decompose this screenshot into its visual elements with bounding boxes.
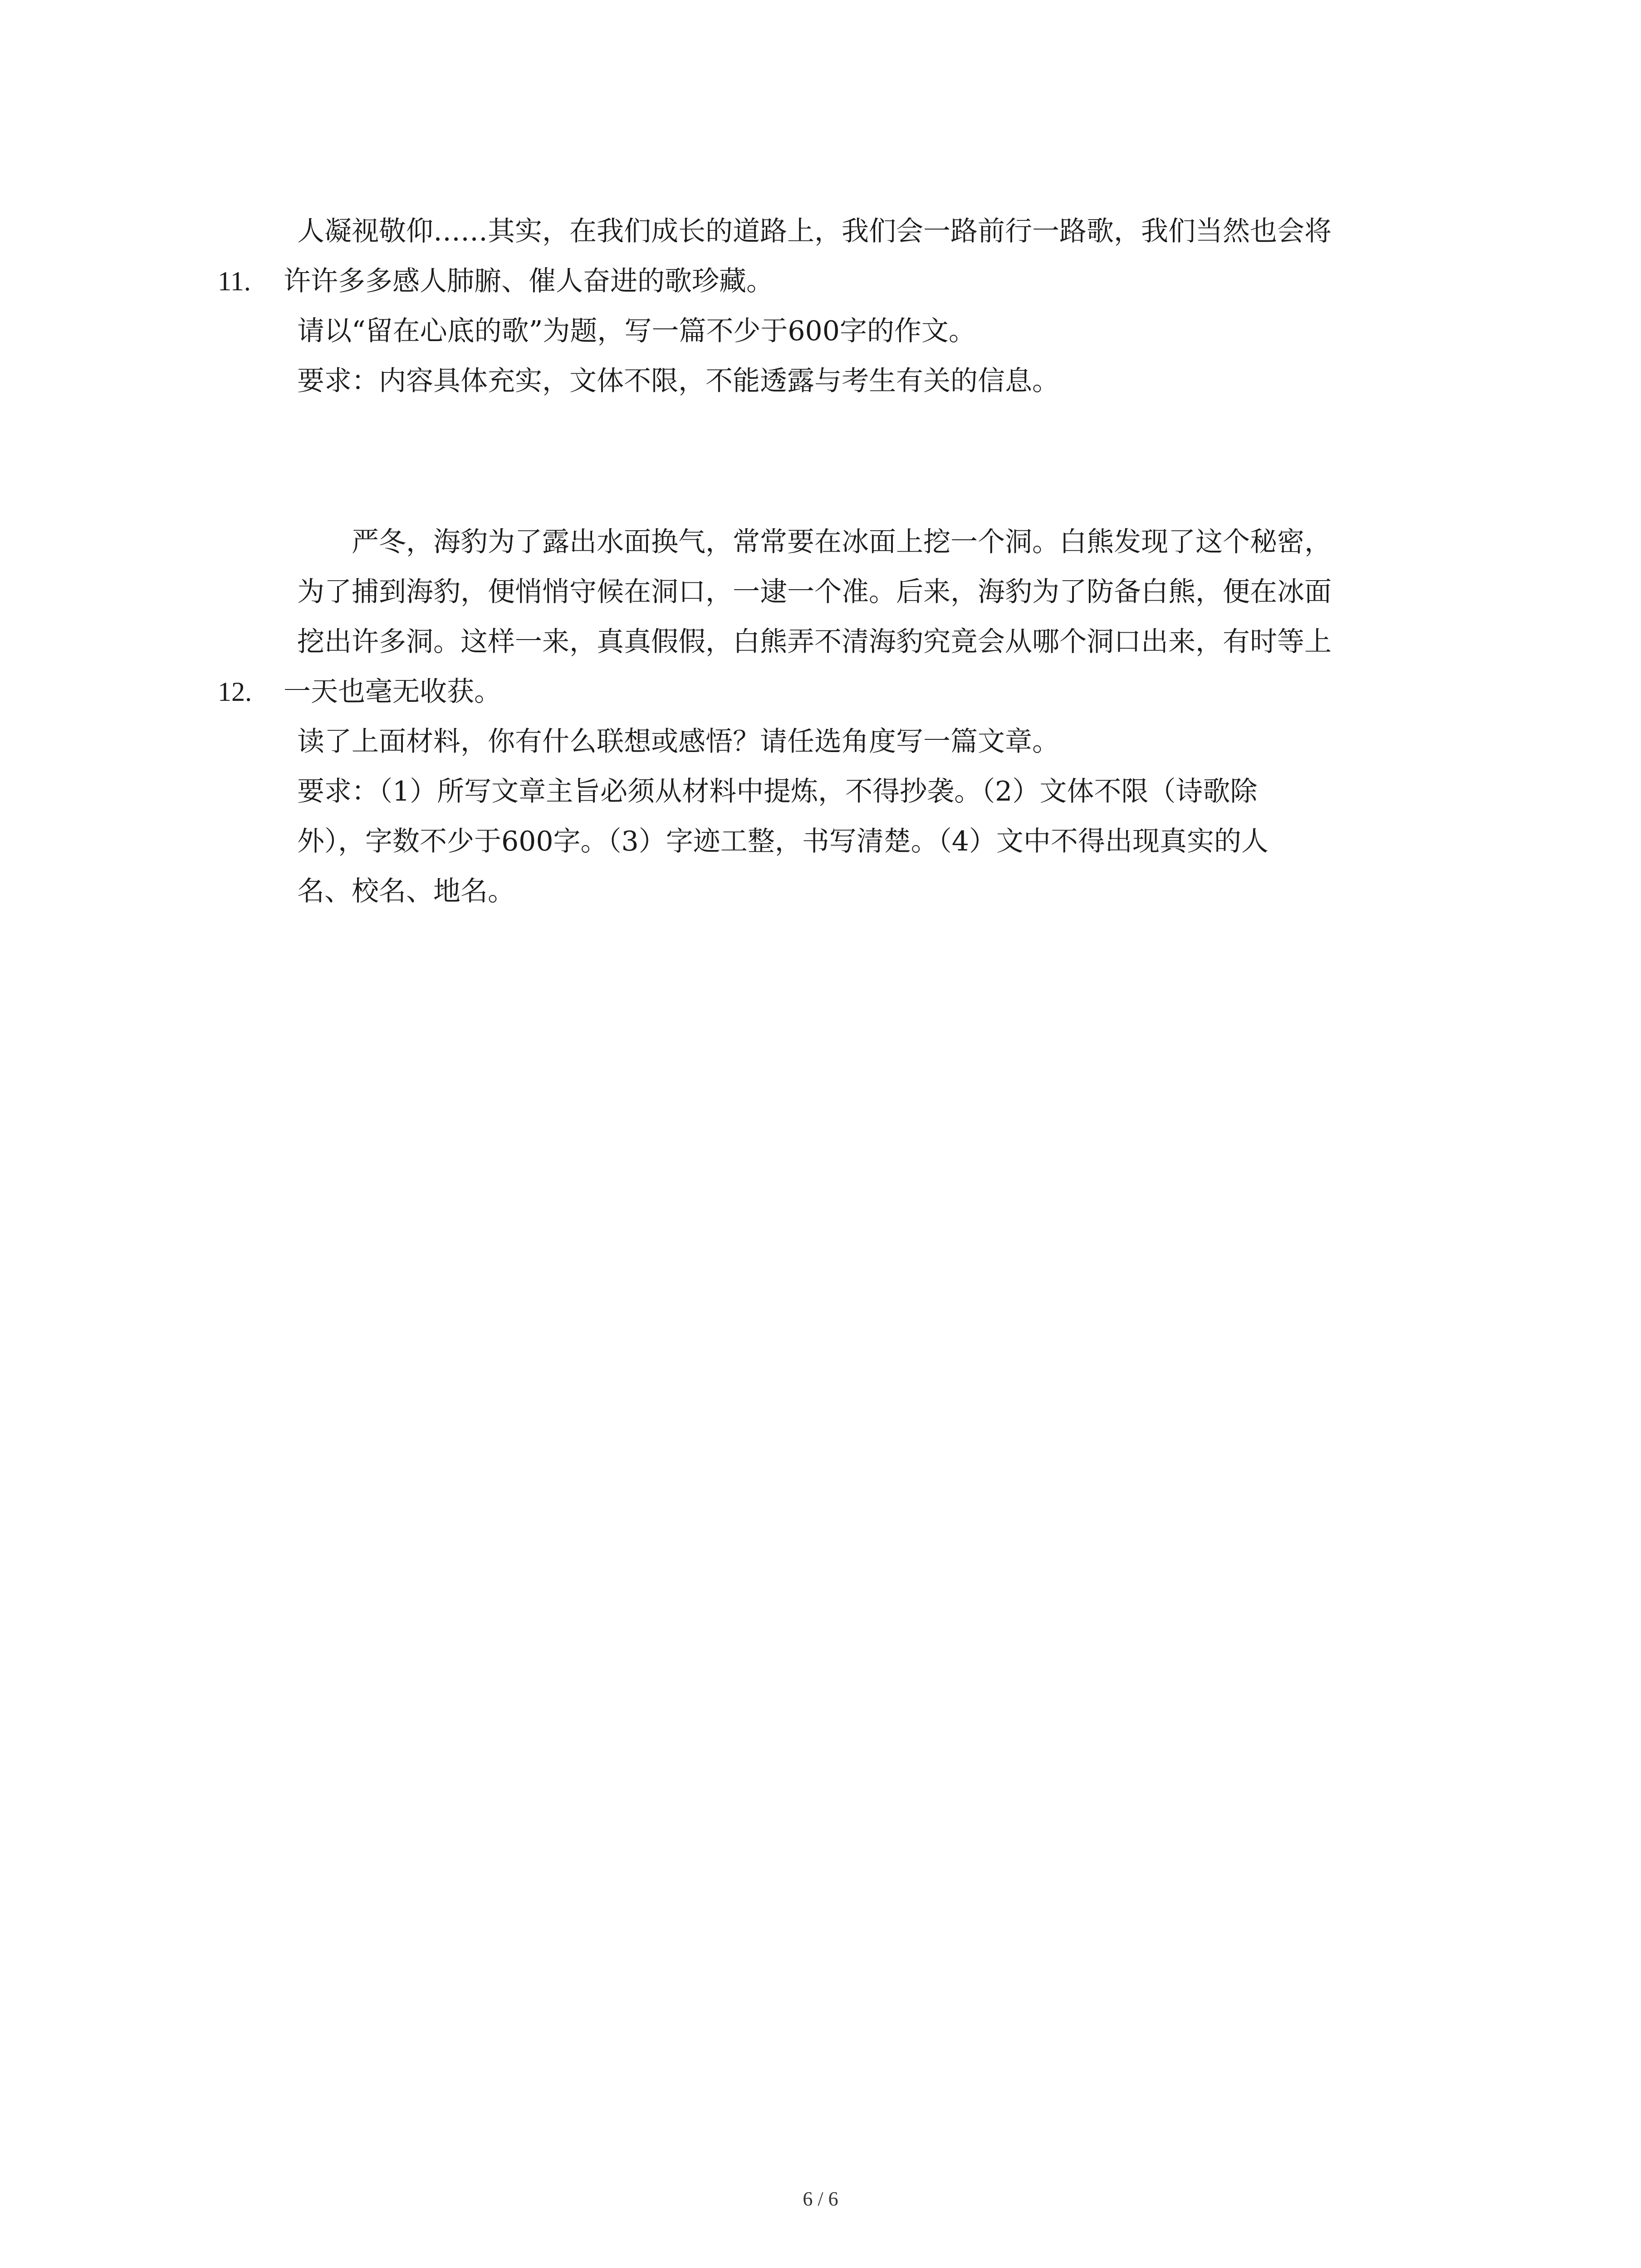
question-text-line: 人凝视敬仰……其实，在我们成长的道路上，我们会一路前行一路歌，我们当然也会将 [297, 215, 1332, 247]
question-requirements: 要求：（1）所写文章主旨必须从材料中提炼，不得抄袭。（2）文体不限（诗歌除 [297, 776, 1258, 807]
material-text-line: 严冬，海豹为了露出水面换气，常常要在冰面上挖一个洞。白熊发现了这个秘密， [352, 526, 1332, 558]
question-requirements: 要求：内容具体充实，文体不限，不能透露与考生有关的信息。 [297, 365, 1059, 397]
question-body [284, 517, 1461, 916]
question-prompt: 请以“留在心底的歌”为题，写一篇不少于600字的作文。 [297, 315, 976, 347]
question-prompt: 读了上面材料，你有什么联想或感悟？请任选角度写一篇文章。 [297, 726, 1059, 758]
question-number: 12. [218, 677, 252, 707]
material-text-line: 一天也毫无收获。 [284, 676, 501, 708]
material-text-line: 为了捕到海豹，便悄悄守候在洞口，一逮一个准。后来，海豹为了防备白熊，便在冰面 [297, 576, 1332, 608]
question-requirements: 外），字数不少于600字。（3）字迹工整，书写清楚。（4）文中不得出现真实的人 [297, 826, 1269, 857]
question-requirements: 名、校名、地名。 [297, 875, 515, 907]
question-11 [218, 206, 1461, 406]
question-text-line: 许许多多感人肺腑、催人奋进的歌珍藏。 [284, 265, 774, 297]
question-12 [218, 517, 1461, 916]
material-text-line: 挖出许多洞。这样一来，真真假假，白熊弄不清海豹究竟会从哪个洞口出来，有时等上 [297, 626, 1332, 658]
page-number: 6 / 6 [803, 2188, 838, 2210]
question-number: 11. [218, 266, 251, 296]
question-body [284, 206, 1461, 406]
